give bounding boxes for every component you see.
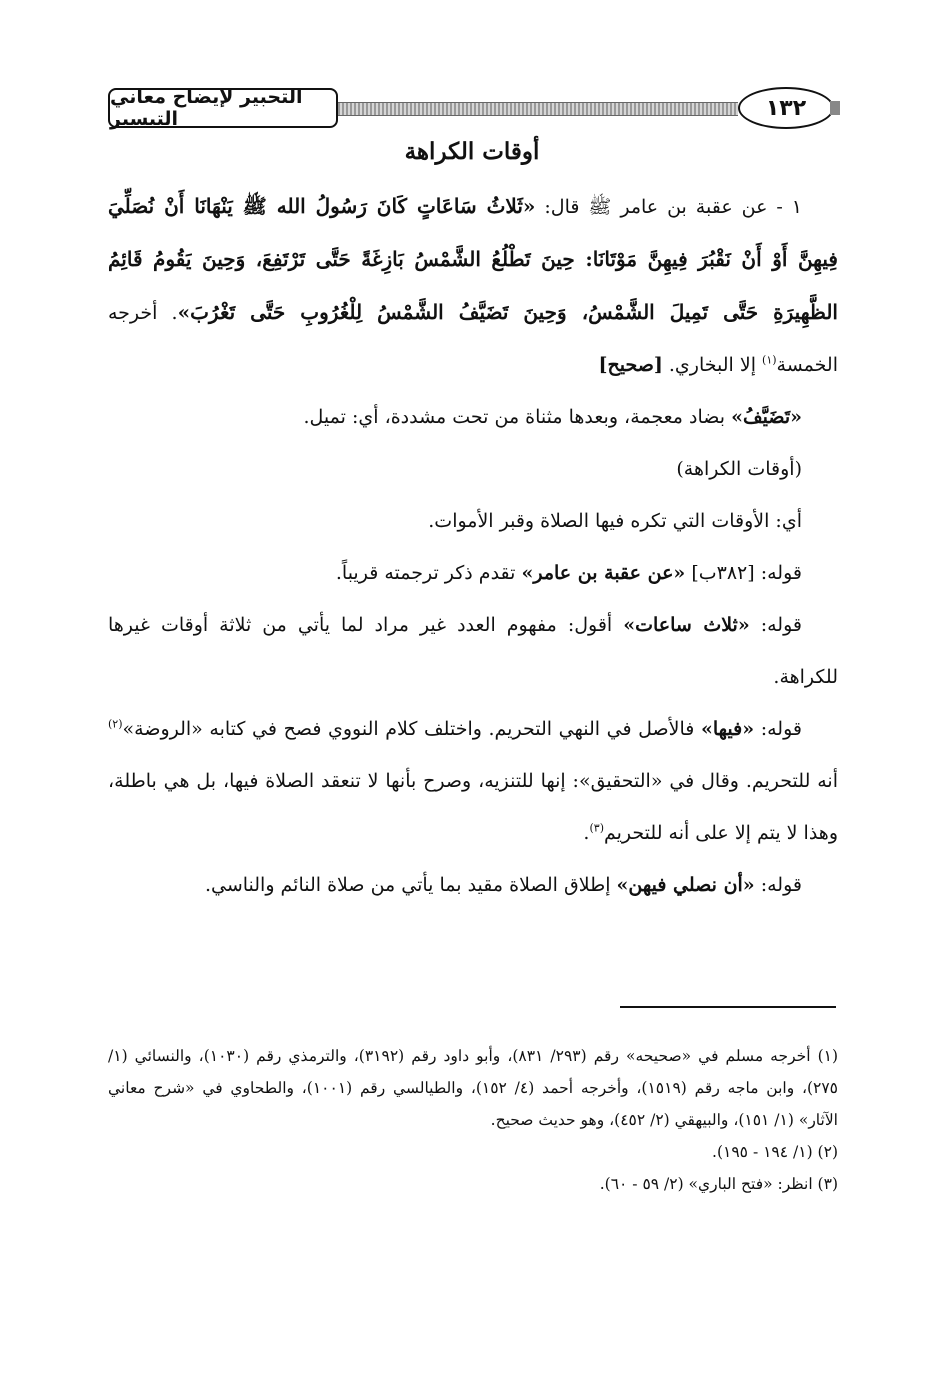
lemma: «عن عقبة بن عامر» bbox=[521, 562, 686, 584]
commentary-text: . bbox=[583, 822, 590, 844]
hadith-takhrij-cont: إلا البخاري. bbox=[662, 354, 763, 376]
commentary-paragraph bbox=[108, 495, 838, 547]
lemma: «فيها» bbox=[700, 718, 755, 740]
commentary-prefix: قوله: [٣٨٢ب] bbox=[685, 562, 802, 584]
commentary-text: فالأصل في النهي التحريم. واختلف كلام النووي فصح في كتابه «الروضة» bbox=[122, 718, 701, 740]
commentary-paragraph bbox=[108, 547, 838, 599]
section-label: (أوقات الكراهة) bbox=[676, 458, 802, 480]
commentary-paragraph bbox=[108, 859, 838, 911]
book-title: التحبير لإيضاح معاني التيسير bbox=[108, 88, 338, 128]
lemma: «تَضَيَّفُ» bbox=[731, 406, 802, 428]
commentary-text: تقدم ذكر ترجمته قريباً. bbox=[335, 562, 522, 584]
commentary-prefix: قوله: bbox=[749, 614, 802, 636]
footnote-2: (٢) (١/ ١٩٤ - ١٩٥). bbox=[712, 1143, 838, 1161]
footnote-1: (١) أخرجه مسلم في «صحيحه» رقم (٢٩٣/ ٨٣١)، وأبو داود رقم (٣١٩٢)، والترمذي رقم (١٠٣٠)، والنسائي (١/ ٢٧٥)، وابن ماجه رقم (١٥١٩)، وأخرجه أحمد (٤/ ١٥٢)، والطيالسي رقم (١٠٠١)، والطحاوي في «شرح معاني الآثار» (١/ ١٥١)، والبيهقي (٢/ ٤٥٢)، وهو حديث صحيح. bbox=[108, 1047, 839, 1129]
lemma: «ثلاث ساعات» bbox=[623, 614, 750, 636]
footnote-ref-2: (٢) bbox=[108, 717, 123, 731]
hadith-grade: [صحيح] bbox=[598, 354, 663, 376]
footnote-ref-3: (٣) bbox=[589, 821, 604, 835]
commentary-text: بضاد معجمة، وبعدها مثناة من تحت مشددة، أي: تميل. bbox=[303, 406, 732, 428]
page-number: ١٣٢ bbox=[738, 87, 834, 129]
commentary-paragraph bbox=[108, 443, 838, 495]
commentary-prefix: قوله: bbox=[754, 874, 802, 896]
hadith-paragraph bbox=[108, 180, 838, 391]
hadith-intro: ١ - عن عقبة بن عامر ﷺ قال: bbox=[535, 196, 802, 218]
commentary-paragraph bbox=[108, 703, 838, 859]
footnote-3: (٣) انظر: «فتح الباري» (٢/ ٥٩ - ٦٠). bbox=[599, 1175, 838, 1193]
footnote-divider bbox=[620, 1006, 836, 1008]
commentary-text: أقول: مفهوم العدد غير مراد لما يأتي من ثلاثة أوقات غيرها للكراهة. bbox=[108, 614, 838, 688]
footnotes bbox=[108, 1040, 838, 1200]
commentary-paragraph bbox=[108, 599, 838, 703]
chapter-title: أوقات الكراهة bbox=[404, 138, 540, 165]
hadith-takhrij: . أخرجه الخمسة bbox=[108, 302, 838, 376]
commentary-text: أنه للتحريم. وقال في «التحقيق»: إنها للتنزيه، وصرح بأنها لا تنعقد الصلاة فيها، بل هي باطلة، وهذا لا يتم إلا على أنه للتحريم bbox=[108, 770, 838, 844]
hadith-matn: «ثَلاثُ سَاعَاتٍ كَانَ رَسُولُ الله ﷺ يَنْهَانَا أَنْ نُصَلِّيَ فِيهِنَّ أَوْ أَنْ نَقْبُرَ فِيهِنَّ مَوْتَانَا: حِينَ تَطْلُعُ الشَّمْسُ بَازِغَةً حَتَّى تَرْتَفِعَ، وَحِينَ يَقُومُ قَائِمُ الظَّهِيرَةِ حَتَّى تَمِيلَ الشَّمْسُ، وَحِينَ تَضَيَّفُ الشَّمْسُ لِلْغُرُوبِ حَتَّى تَغْرُبَ» bbox=[108, 194, 838, 324]
main-text bbox=[108, 180, 838, 911]
footnote-ref-1: (١) bbox=[762, 353, 777, 367]
commentary-paragraph bbox=[108, 391, 838, 443]
commentary-text: إطلاق الصلاة مقيد بما يأتي من صلاة النائم والناسي. bbox=[204, 874, 617, 896]
commentary-text: أي: الأوقات التي تكره فيها الصلاة وقبر الأموات. bbox=[428, 510, 802, 532]
lemma: «أن نصلي فيهن» bbox=[616, 874, 755, 896]
header-ornament-tail bbox=[830, 101, 840, 115]
running-header bbox=[108, 86, 838, 132]
header-ornament-band bbox=[338, 102, 738, 116]
commentary-prefix: قوله: bbox=[754, 718, 802, 740]
